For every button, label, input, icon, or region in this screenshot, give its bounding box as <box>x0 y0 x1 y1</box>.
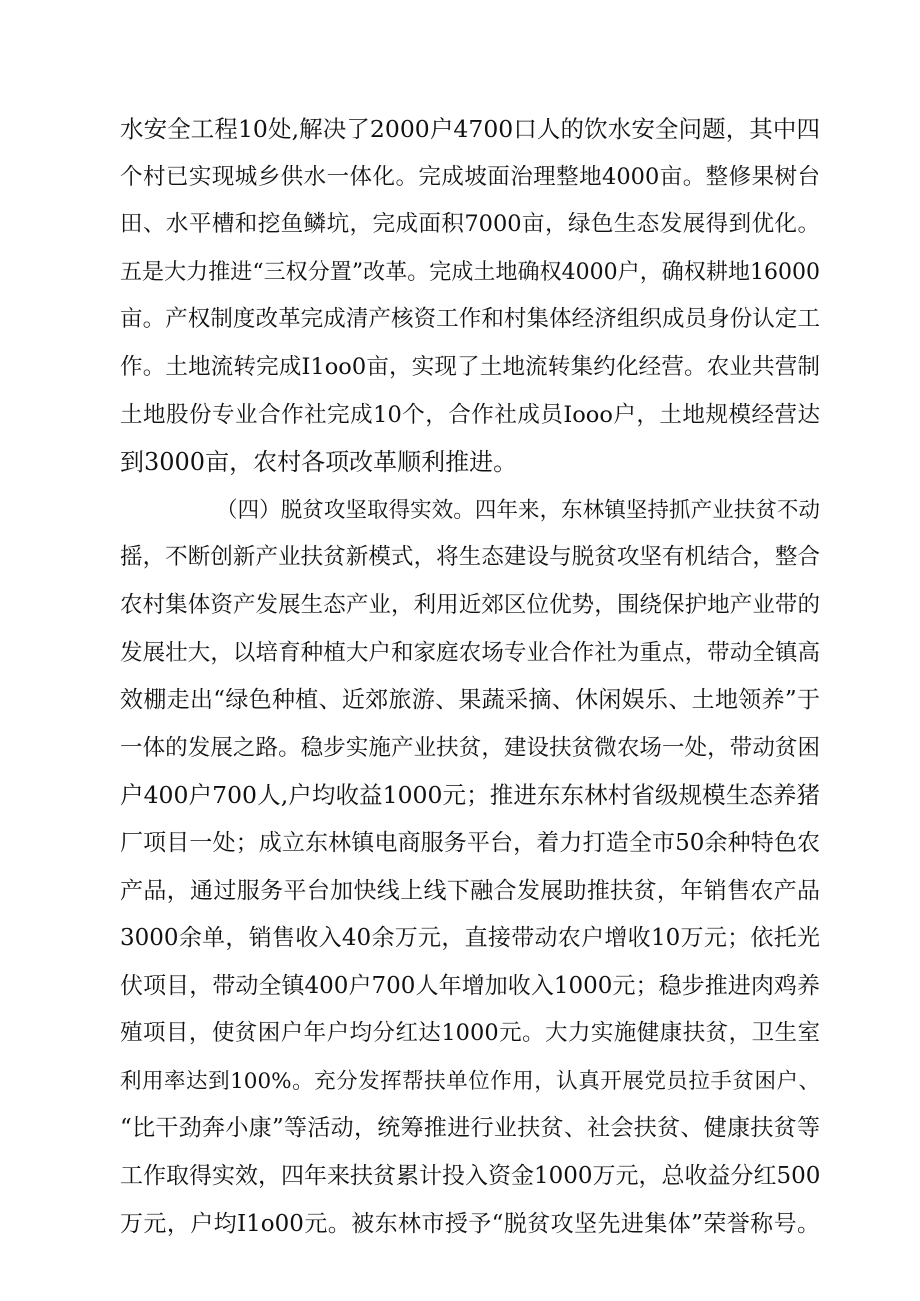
text-line: 厂项目一处；成立东林镇电商服务平台，着力打造全市50余种特色农 <box>120 829 820 856</box>
text-line: 亩。产权制度改革完成清产核资工作和村集体经济组织成员身份认定工 <box>120 306 820 333</box>
paragraph-3 <box>120 487 820 1249</box>
text-line: 作。土地流转完成I1oo0亩，实现了土地流转集约化经营。农业共营制 <box>120 353 820 380</box>
text-line: 五是大力推进“三权分置”改革。完成土地确权4000户，确权耕地16000 <box>120 259 820 285</box>
text-line: “比干劲奔小康”等活动，统筹推进行业扶贫、社会扶贫、健康扶贫等 <box>120 1115 820 1142</box>
body-text <box>120 106 820 1248</box>
text-line: 水安全工程10处,解决了2000户4700口人的饮水安全问题，其中四 <box>120 115 820 143</box>
text-line: 农村集体资产发展生态产业，利用近郊区位优势，围绕保护地产业带的 <box>120 591 820 618</box>
paragraph-2 <box>120 249 820 487</box>
text-line: 摇，不断创新产业扶贫新模式，将生态建设与脱贫攻坚有机结合，整合 <box>120 544 820 571</box>
text-line: 一体的发展之路。稳步实施产业扶贫，建设扶贫微农场一处，带动贫困 <box>120 734 820 761</box>
text-line: 产品，通过服务平台加快线上线下融合发展助推扶贫，年销售农产品 <box>120 877 820 904</box>
text-line: 发展壮大，以培育种植大户和家庭农场专业合作社为重点，带动全镇高 <box>120 639 820 666</box>
text-line: 到3000亩，农村各项改革顺利推进。 <box>120 448 518 477</box>
paragraph-1 <box>120 106 820 249</box>
text-line: 土地股份专业合作社完成10个，合作社成员Iooo户，土地规模经营达 <box>120 401 820 428</box>
text-line: 殖项目，使贫困户年户均分红达1000元。大力实施健康扶贫，卫生室 <box>120 1020 820 1047</box>
text-line: 万元，户均I1o00元。被东林市授予“脱贫攻坚先进集体”荣誉称号。 <box>120 1210 820 1237</box>
text-line: 户400户700人,户均收益1000元；推进东东林村省级规模生态养猪 <box>120 781 820 810</box>
text-line: 田、水平槽和挖鱼鳞坑，完成面积7000亩，绿色生态发展得到优化。 <box>120 211 820 238</box>
text-line: （四）脱贫攻坚取得实效。四年来，东林镇坚持抓产业扶贫不动 <box>216 497 820 523</box>
text-line: 工作取得实效，四年来扶贫累计投入资金1000万元，总收益分红500 <box>120 1163 821 1190</box>
text-line: 利用率达到100%。充分发挥帮扶单位作用，认真开展党员拉手贫困户、 <box>120 1068 820 1094</box>
text-line: 伏项目，带动全镇400户700人年增加收入1000元；稳步推进肉鸡养 <box>120 972 820 999</box>
text-line: 效棚走出“绿色种植、近郊旅游、果蔬采摘、休闲娱乐、土地领养”于 <box>120 687 820 714</box>
text-line: 3000余单，销售收入40余万元，直接带动农户增收10万元；依托光 <box>120 925 820 952</box>
text-line: 个村已实现城乡供水一体化。完成坡面治理整地4000亩。整修果树台 <box>120 163 820 190</box>
